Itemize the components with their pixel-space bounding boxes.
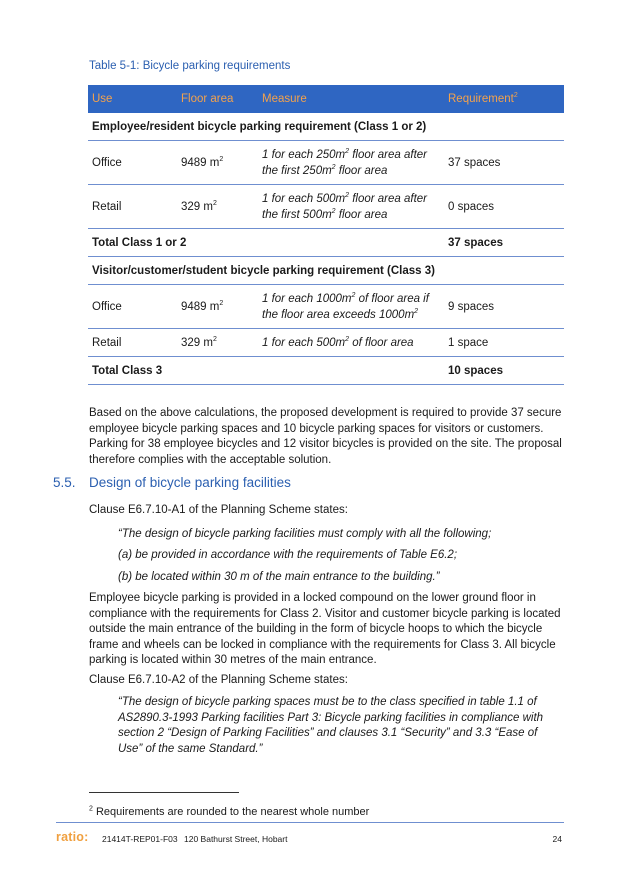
section-title: Design of bicycle parking facilities — [89, 475, 291, 490]
header-floor-area: Floor area — [177, 85, 258, 113]
measure-text: the first 250m — [262, 164, 332, 177]
table-section-row — [88, 113, 564, 141]
sup: 2 — [345, 335, 350, 343]
cell-area — [177, 185, 258, 229]
sup: 2 — [212, 335, 217, 343]
sup: 2 — [345, 147, 350, 155]
table-row — [88, 329, 564, 357]
cell-measure — [258, 329, 444, 357]
sup: 2 — [414, 307, 419, 315]
cell-measure — [258, 285, 444, 329]
measure-text: of floor area if — [355, 292, 429, 305]
paragraph-calculations: Based on the above calculations, the proposed development is required to provide 37 secure employee bicycle parking spaces and 10 bicycle parking spaces for visitors or customers. Parking for 38 employee bicycles and 12 visitor bicycles is provided on the site. The proposal therefore complies with the acceptable solution. — [89, 407, 562, 466]
table-header-row — [88, 85, 564, 113]
paragraph-compliance: Employee bicycle parking is provided in a locked compound on the lower ground floor in compliance with the requirements for Class 2. Visitor and customer bicycle parking is located outside the main entrance of the building in the form of bicycle hoops to which the bicycle frame and wheels can be locked in compliance with the requirements for Class 3. All bicycle parking is located within 30 metres of the main entrance. — [89, 592, 561, 666]
section-class-3: Visitor/customer/student bicycle parking requirement (Class 3) — [88, 257, 564, 285]
sup: 2 — [212, 199, 217, 207]
cell-use: Retail — [88, 329, 177, 357]
table-total-row — [88, 357, 564, 385]
measure-text: floor area — [335, 208, 388, 221]
cell-area — [177, 329, 258, 357]
sup: 2 — [351, 291, 356, 299]
footer-divider — [56, 822, 564, 823]
cell-area — [177, 141, 258, 185]
sup: 2 — [219, 299, 224, 307]
measure-text: the first 500m — [262, 208, 332, 221]
measure-text: 1 for each 1000m — [262, 292, 352, 305]
total-label: Total Class 1 or 2 — [88, 229, 444, 257]
section-class-1-2: Employee/resident bicycle parking requirement (Class 1 or 2) — [88, 113, 564, 141]
cell-use: Retail — [88, 185, 177, 229]
table-total-row — [88, 229, 564, 257]
total-label: Total Class 3 — [88, 357, 444, 385]
section-number: 5.5. — [53, 475, 76, 490]
area-value: 329 m — [181, 336, 213, 349]
area-value: 9489 m — [181, 300, 220, 313]
sup: 2 — [219, 155, 224, 163]
cell-requirement: 1 space — [444, 329, 564, 357]
footnote — [89, 806, 369, 818]
cell-requirement: 0 spaces — [444, 185, 564, 229]
table-section-row — [88, 257, 564, 285]
footnote-text: Requirements are rounded to the nearest whole number — [92, 806, 370, 818]
measure-text: floor area — [335, 164, 388, 177]
cell-use: Office — [88, 285, 177, 329]
project-address: 120 Bathurst Street, Hobart — [184, 834, 288, 844]
total-value: 10 spaces — [444, 357, 564, 385]
measure-text: the floor area exceeds 1000m — [262, 308, 415, 321]
quote-block: “The design of bicycle parking spaces must be to the class specified in table 1.1 of AS2890.3-1993 Parking facilities Part 3: Bicycle parking facilities in compliance with section 2 “Design of Parking Facilities” and clauses 3.1 “Security” and 3.3 “Ease of Use” of the same Standard.” — [118, 696, 544, 755]
header-measure: Measure — [258, 85, 444, 113]
cell-measure — [258, 141, 444, 185]
area-value: 9489 m — [181, 156, 220, 169]
section-heading — [53, 475, 291, 490]
page-footer — [56, 830, 564, 848]
cell-use: Office — [88, 141, 177, 185]
cell-requirement: 9 spaces — [444, 285, 564, 329]
quote-line: “The design of bicycle parking facilities must comply with all the following; — [118, 528, 492, 540]
sup: 2 — [331, 163, 336, 171]
sup: 2 — [331, 207, 336, 215]
header-use: Use — [88, 85, 177, 113]
table-row — [88, 141, 564, 185]
header-requirement — [444, 85, 564, 113]
quote-line: (a) be provided in accordance with the requirements of Table E6.2; — [118, 549, 458, 561]
clause-a2-intro: Clause E6.7.10-A2 of the Planning Scheme states: — [89, 674, 348, 686]
footnote-mark: 2 — [89, 805, 93, 813]
table-caption: Table 5-1: Bicycle parking requirements — [89, 60, 291, 72]
measure-text: of floor area — [349, 336, 414, 349]
measure-text: 1 for each 500m — [262, 336, 346, 349]
sup: 2 — [345, 191, 350, 199]
measure-text: 1 for each 500m — [262, 192, 346, 205]
table-row — [88, 285, 564, 329]
total-value: 37 spaces — [444, 229, 564, 257]
measure-text: floor area after — [349, 148, 427, 161]
measure-text: floor area after — [349, 192, 427, 205]
cell-requirement: 37 spaces — [444, 141, 564, 185]
cell-measure — [258, 185, 444, 229]
measure-text: 1 for each 250m — [262, 148, 346, 161]
page-number: 24 — [552, 834, 562, 844]
ratio-logo: ratio: — [56, 830, 89, 844]
clause-a1-intro: Clause E6.7.10-A1 of the Planning Scheme states: — [89, 504, 348, 516]
cell-area — [177, 285, 258, 329]
quote-line: (b) be located within 30 m of the main entrance to the building.” — [118, 571, 440, 583]
table-row — [88, 185, 564, 229]
area-value: 329 m — [181, 200, 213, 213]
footnote-divider — [89, 792, 239, 793]
bicycle-parking-table — [88, 85, 564, 385]
footnote-ref: 2 — [513, 92, 518, 100]
document-reference: 21414T-REP01-F03 — [102, 834, 178, 844]
header-requirement-label: Requirement — [448, 93, 514, 105]
